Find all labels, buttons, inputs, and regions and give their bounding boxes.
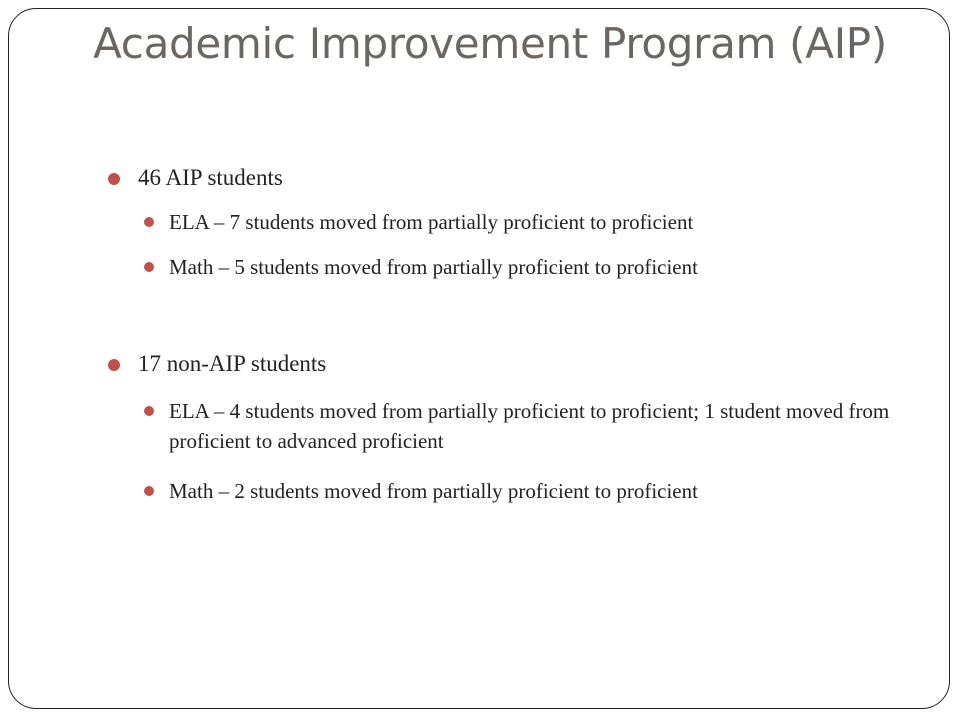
bullet-text: 46 AIP students: [138, 165, 283, 190]
sub-bullet-text: Math – 2 students moved from partially proficient to proficient: [169, 479, 698, 503]
sub-bullet-non-aip-ela: [169, 396, 909, 456]
sub-bullet-text: ELA – 4 students moved from partially proficient to proficient; 1 student moved from proficient to advanced proficient: [169, 399, 890, 453]
bullet-dot-icon: [108, 359, 120, 371]
bullet-dot-icon: [108, 173, 120, 185]
bullet-dot-icon: [144, 262, 154, 272]
bullet-dot-icon: [144, 217, 154, 227]
sub-bullet-aip-math: [169, 252, 909, 282]
bullet-dot-icon: [144, 486, 154, 496]
sub-bullet-aip-ela: [169, 207, 909, 237]
sub-bullet-text: ELA – 7 students moved from partially proficient to proficient: [169, 210, 694, 234]
bullet-dot-icon: [144, 406, 154, 416]
sub-bullet-non-aip-math: [169, 476, 909, 506]
bullet-text: 17 non-AIP students: [138, 351, 327, 376]
sub-bullet-text: Math – 5 students moved from partially proficient to proficient: [169, 255, 698, 279]
bullet-aip-students: [138, 164, 283, 191]
bullet-non-aip-students: [138, 350, 326, 377]
slide-title: Academic Improvement Program (AIP): [93, 19, 887, 68]
